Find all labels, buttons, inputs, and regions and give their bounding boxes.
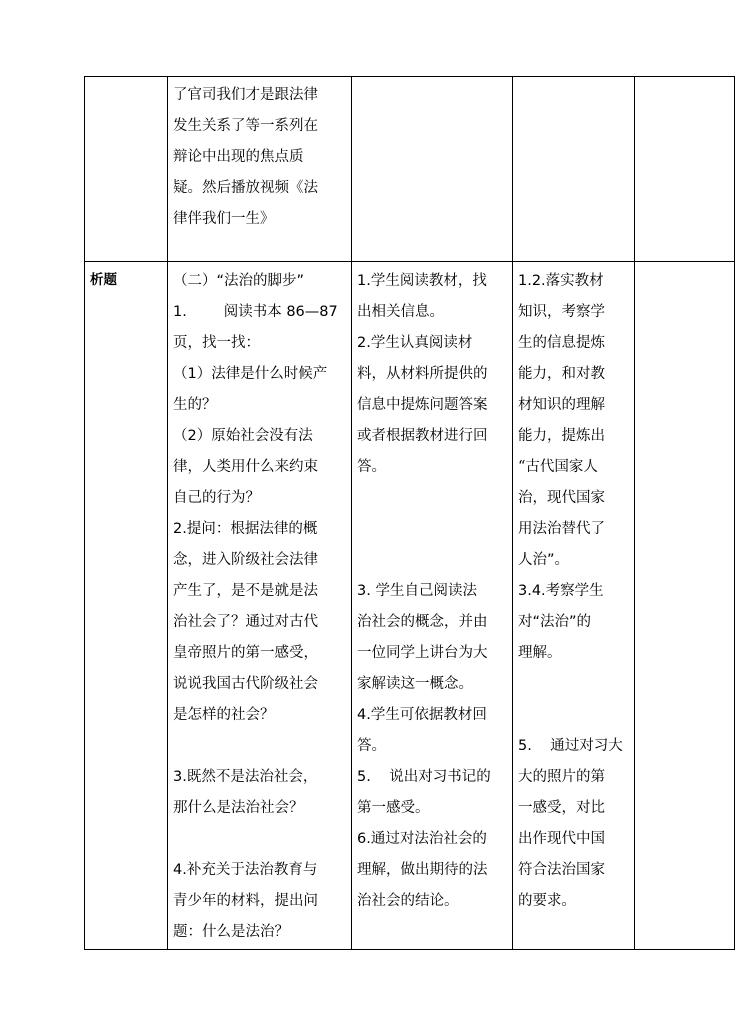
text-line: 5. 通过对习大 [518,738,623,754]
text-line: 大的照片的第 [518,769,605,785]
text-line: 能力，和对教 [518,366,605,382]
text-line: 答。 [357,459,386,475]
text-line: 了官司我们才是跟法律 [173,87,318,103]
text-line: 答。 [357,738,386,754]
text-line: 4.学生可依据教材回 [357,707,487,723]
text-line: 治，现代国家 [518,490,605,506]
text-line: 辩论中出现的焦点质 [173,149,304,165]
text-line: （二）“法治的脚步” [173,273,305,289]
text-line: 用法治替代了 [518,521,605,537]
text-line: （1）法律是什么时候产 [173,366,328,382]
text-line: 治社会的概念，并由 [357,614,488,630]
row2-content-cell [173,266,349,948]
text-line: 3. 学生自己阅读法 [357,583,477,599]
table-border-bottom [84,949,735,950]
text-line: 对“法治”的 [518,614,592,630]
text-line: 1.学生阅读教材，找 [357,273,487,289]
table-divider-2 [351,76,352,950]
text-line: （2）原始社会没有法 [173,428,313,444]
text-line: 自己的行为？ [173,490,260,506]
text-line: 一感受，对比 [518,800,605,816]
text-line: 6.通过对法治社会的 [357,831,487,847]
text-line: 能力，提炼出 [518,428,605,444]
text-line: 疑。然后播放视频《法 [173,180,318,196]
text-line: 说说我国古代阶级社会 [173,676,318,692]
text-line: 1.2.落实教材 [518,273,604,289]
text-line: 出相关信息。 [357,304,444,320]
text-line: 1. 阅读书本 86—87 [173,304,338,320]
text-line: 一位同学上讲台为大 [357,645,488,661]
blank-line [173,731,349,762]
text-line: 或者根据教材进行回 [357,428,488,444]
row2-label: 析题 [90,272,117,288]
row2-student-cell [357,266,509,917]
text-line: 生的信息提炼 [518,335,605,351]
text-line: 出作现代中国 [518,831,605,847]
text-line: 家解读这一概念。 [357,676,473,692]
table-divider-4 [634,76,635,950]
table-row-divider [84,261,735,262]
text-line: 页，找一找： [173,335,260,351]
table-border-left [84,76,85,950]
text-line: 发生关系了等一系列在 [173,118,318,134]
text-line: 料，从材料所提供的 [357,366,488,382]
text-line: 第一感受。 [357,800,430,816]
text-line: 治社会了？通过对古代 [173,614,318,630]
text-line: 青少年的材料，提出问 [173,893,318,909]
table-divider-3 [512,76,513,950]
blank-line [518,700,632,731]
text-line: 产生了，是不是就是法 [173,583,318,599]
text-line: 3.4.考察学生 [518,583,604,599]
text-line: 生的？ [173,397,217,413]
text-line: 人治”。 [518,552,570,568]
text-line: 理解。 [518,645,562,661]
text-line: 皇帝照片的第一感受， [173,645,318,661]
text-line: 理解，做出期待的法 [357,862,488,878]
table-divider-1 [167,76,168,950]
text-line: 的要求。 [518,893,576,909]
row2-intent-cell [518,266,632,917]
text-line: 2.提问：根据法律的概 [173,521,318,537]
text-line: 律伴我们一生》 [173,211,275,227]
text-line: 3.既然不是法治社会， [173,769,318,785]
text-line: 那什么是法治社会？ [173,800,304,816]
text-line: 4.补充关于法治教育与 [173,862,318,878]
text-line: 5. 说出对习书记的 [357,769,491,785]
text-line: 知识，考察学 [518,304,605,320]
text-line: “古代国家人 [518,459,598,475]
table-border-right [734,76,735,950]
text-line: 律，人类用什么来约束 [173,459,318,475]
text-line: 材知识的理解 [518,397,605,413]
text-line: 2.学生认真阅读材 [357,335,473,351]
text-line: 符合法治国家 [518,862,605,878]
text-line: 信息中提炼问题答案 [357,397,488,413]
text-line: 是怎样的社会？ [173,707,275,723]
blank-line [518,669,632,700]
table-border-top [84,76,735,77]
blank-line [173,824,349,855]
blank-line [357,514,509,545]
blank-line [357,483,509,514]
blank-line [357,545,509,576]
text-line: 题：什么是法治？ [173,924,289,940]
row1-content-cell [173,80,349,235]
text-line: 念，进入阶级社会法律 [173,552,318,568]
text-line: 治社会的结论。 [357,893,459,909]
